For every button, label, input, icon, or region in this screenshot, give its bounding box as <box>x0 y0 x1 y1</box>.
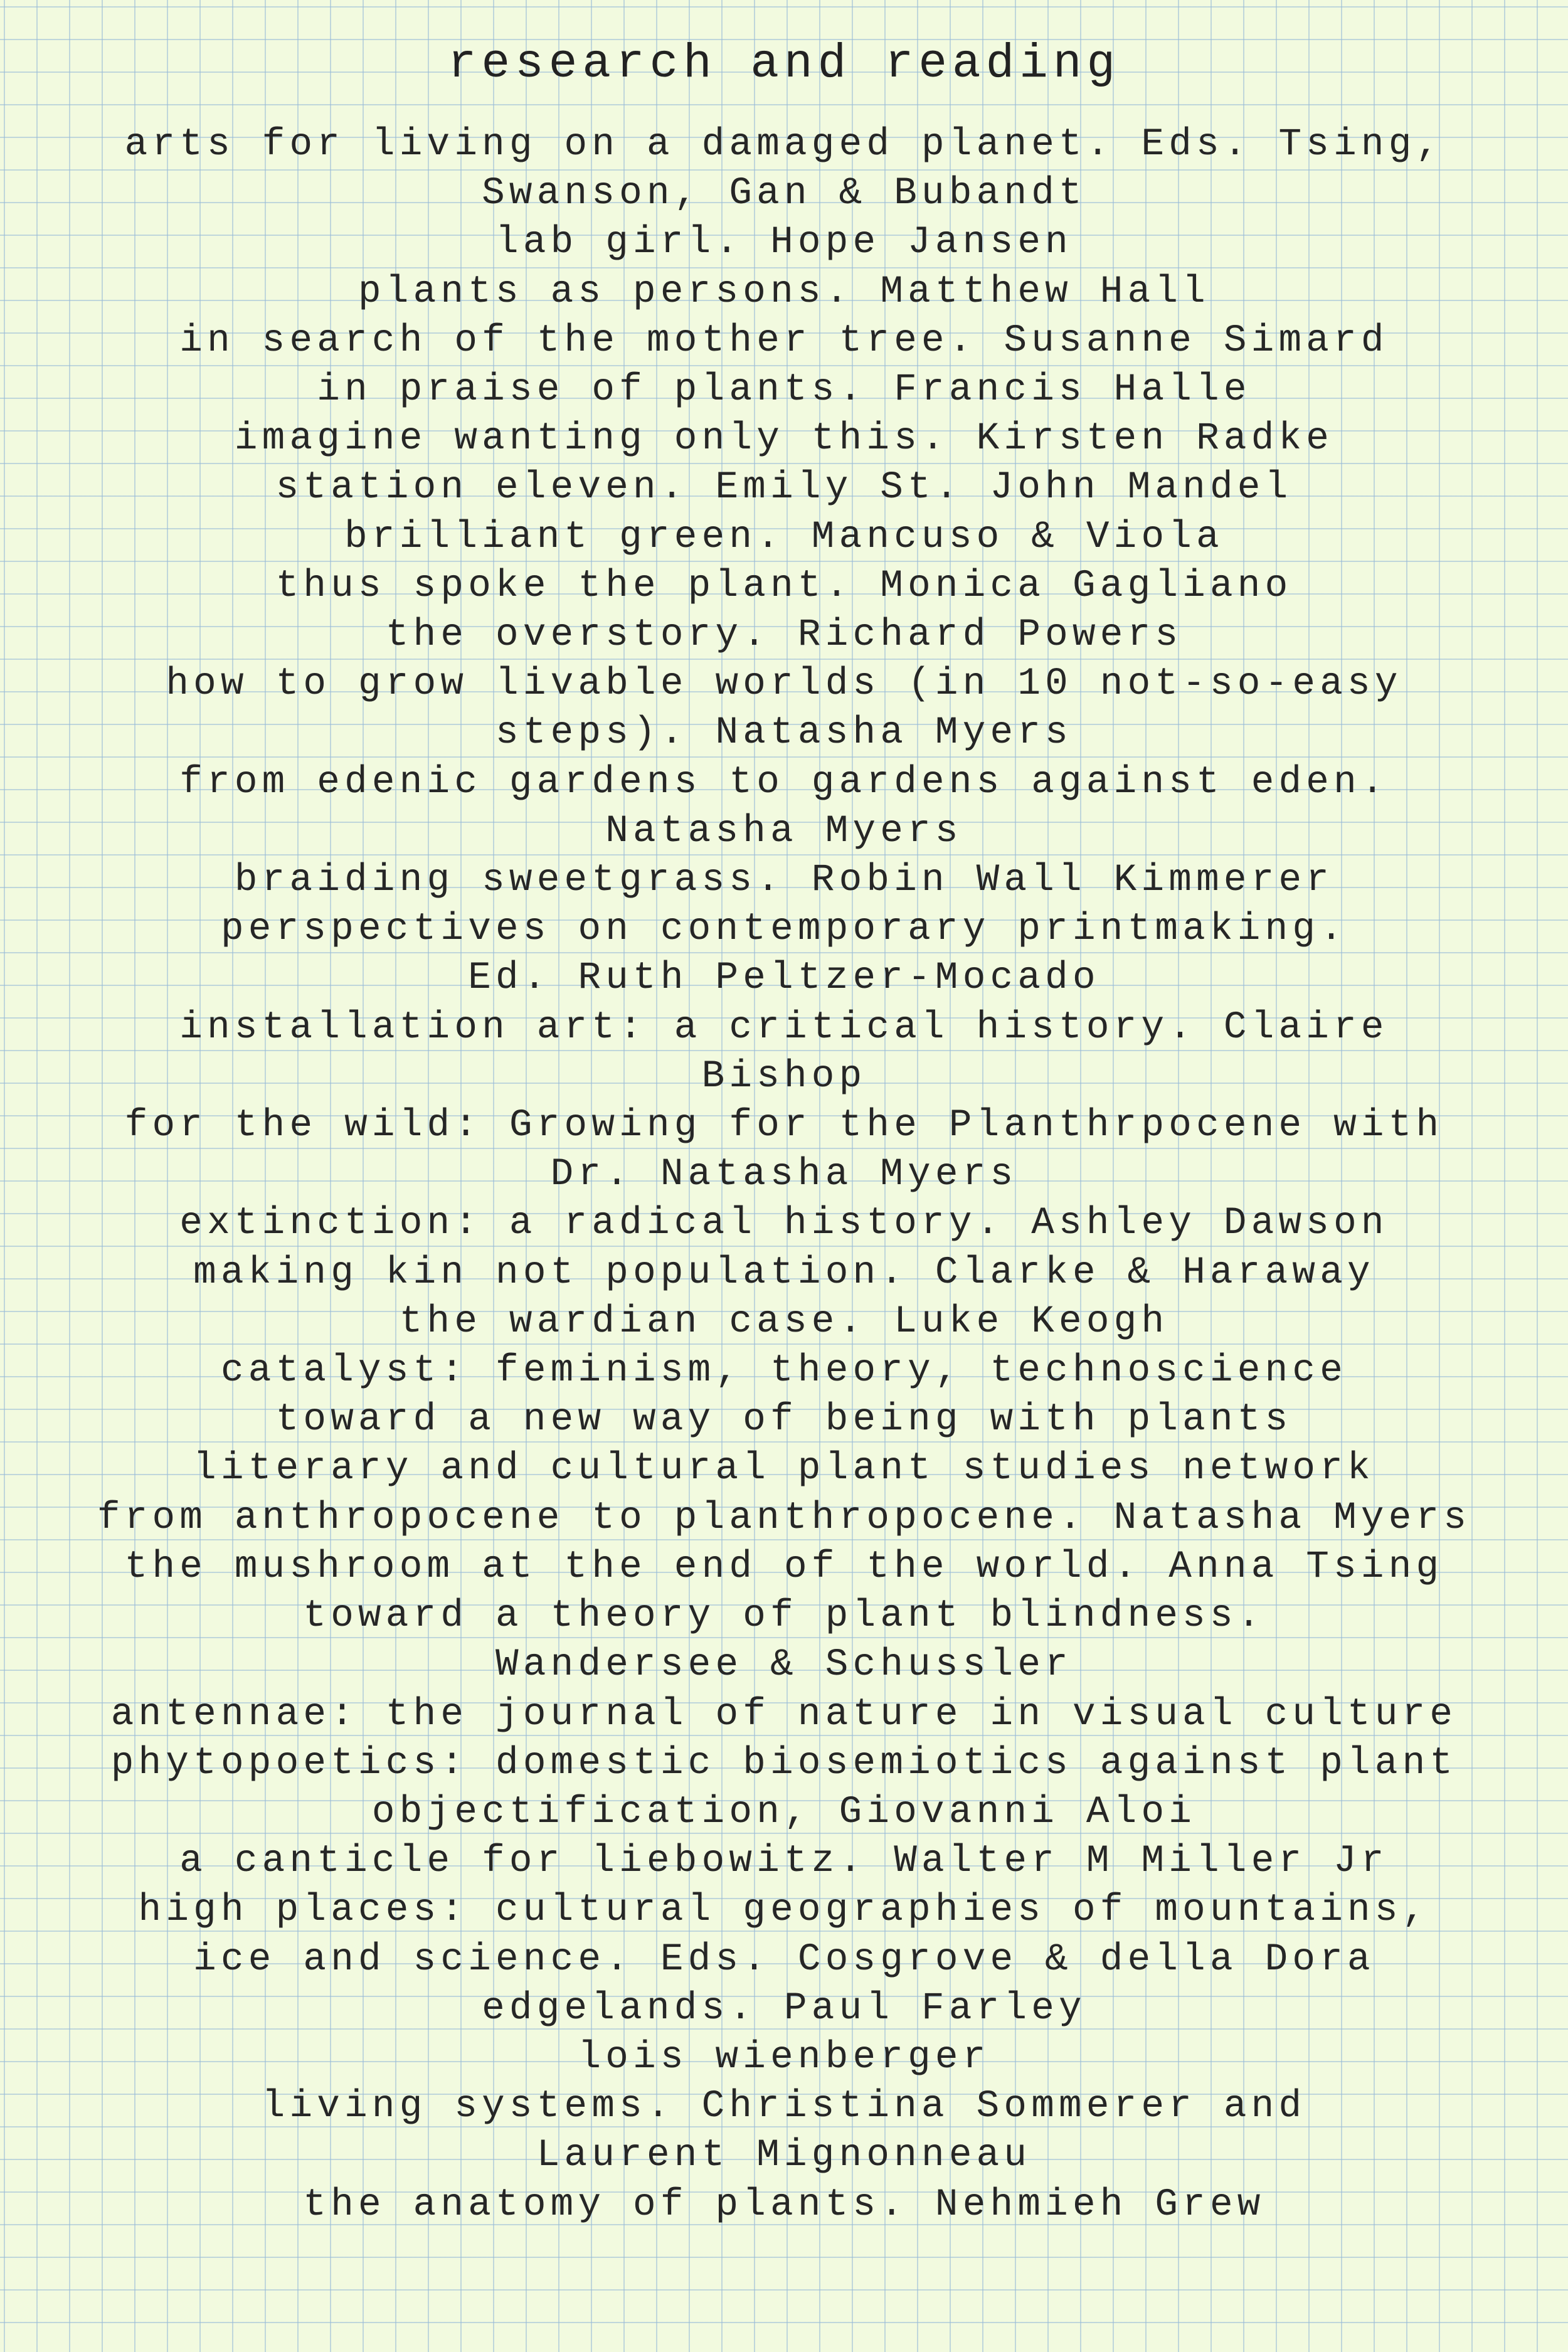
reading-list-item: the mushroom at the end of the world. Anna Tsing <box>124 1545 1444 1589</box>
reading-list-item: imagine wanting only this. Kirsten Radke <box>234 417 1334 461</box>
reading-list-item: arts for living on a damaged planet. Eds. Tsing, <box>124 123 1444 166</box>
reading-list-item: how to grow livable worlds (in 10 not-so-easy <box>166 662 1402 706</box>
reading-list-item: edgelands. Paul Farley <box>482 1986 1086 2030</box>
reading-list-item-continuation: objectification, Giovanni Aloi <box>371 1790 1197 1834</box>
reading-list-item: perspectives on contemporary printmaking. <box>220 908 1348 951</box>
reading-list-item: literary and cultural plant studies network <box>193 1447 1375 1491</box>
reading-list-item-continuation: Dr. Natasha Myers <box>550 1153 1018 1197</box>
reading-list-item: extinction: a radical history. Ashley Dawson <box>179 1202 1389 1246</box>
reading-list-item-continuation: Wandersee & Schussler <box>495 1643 1073 1687</box>
reading-list-item: station eleven. Emily St. John Mandel <box>275 466 1293 510</box>
reading-list-item: lois wienberger <box>578 2035 990 2079</box>
reading-list-item-continuation: Bishop <box>701 1054 867 1098</box>
reading-list-item: in search of the mother tree. Susanne Simard <box>179 319 1389 363</box>
reading-list-item-continuation: Laurent Mignonneau <box>536 2134 1032 2178</box>
reading-list-item: living systems. Christina Sommerer and <box>262 2085 1306 2129</box>
reading-list-item: high places: cultural geographies of mountains, <box>138 1888 1430 1932</box>
reading-list-item: toward a theory of plant blindness. <box>303 1594 1265 1638</box>
reading-list-item: a canticle for liebowitz. Walter M Miller Jr <box>179 1840 1389 1883</box>
reading-list-item: braiding sweetgrass. Robin Wall Kimmerer <box>234 859 1334 903</box>
reading-list-item: lab girl. Hope Jansen <box>495 221 1073 265</box>
reading-list-item: plants as persons. Matthew Hall <box>358 270 1210 314</box>
reading-list-item-continuation: Ed. Ruth Peltzer-Mocado <box>468 956 1100 1000</box>
reading-list <box>19 120 1549 2230</box>
reading-list-item: catalyst: feminism, theory, technoscience <box>220 1349 1348 1393</box>
reading-list-item-continuation: Swanson, Gan & Bubandt <box>482 172 1086 216</box>
reading-list-item: from edenic gardens to gardens against eden. <box>179 760 1389 804</box>
reading-list-item-continuation: steps). Natasha Myers <box>495 711 1073 755</box>
reading-list-item: making kin not population. Clarke & Haraway <box>193 1251 1375 1295</box>
reading-list-item: from anthropocene to planthropocene. Natasha Myers <box>97 1496 1471 1540</box>
reading-list-item: toward a new way of being with plants <box>275 1398 1293 1442</box>
reading-list-item: for the wild: Growing for the Planthrpocene with <box>124 1104 1444 1148</box>
reading-list-item: the wardian case. Luke Keogh <box>399 1300 1169 1343</box>
page-title: research and reading <box>447 37 1121 91</box>
reading-list-item: brilliant green. Mancuso & Viola <box>344 515 1224 559</box>
reading-list-item: installation art: a critical history. Claire <box>179 1005 1389 1049</box>
reading-list-item: antennae: the journal of nature in visual culture <box>110 1692 1458 1736</box>
reading-list-item: phytopoetics: domestic biosemiotics against plant <box>110 1741 1458 1785</box>
reading-list-item-continuation: ice and science. Eds. Cosgrove & della Dora <box>193 1937 1375 1981</box>
reading-list-item: the overstory. Richard Powers <box>385 613 1183 657</box>
reading-list-item: in praise of plants. Francis Halle <box>317 368 1251 412</box>
reading-list-item-continuation: Natasha Myers <box>605 809 963 853</box>
reading-list-item: thus spoke the plant. Monica Gagliano <box>275 564 1293 608</box>
reading-list-item: the anatomy of plants. Nehmieh Grew <box>303 2183 1265 2227</box>
